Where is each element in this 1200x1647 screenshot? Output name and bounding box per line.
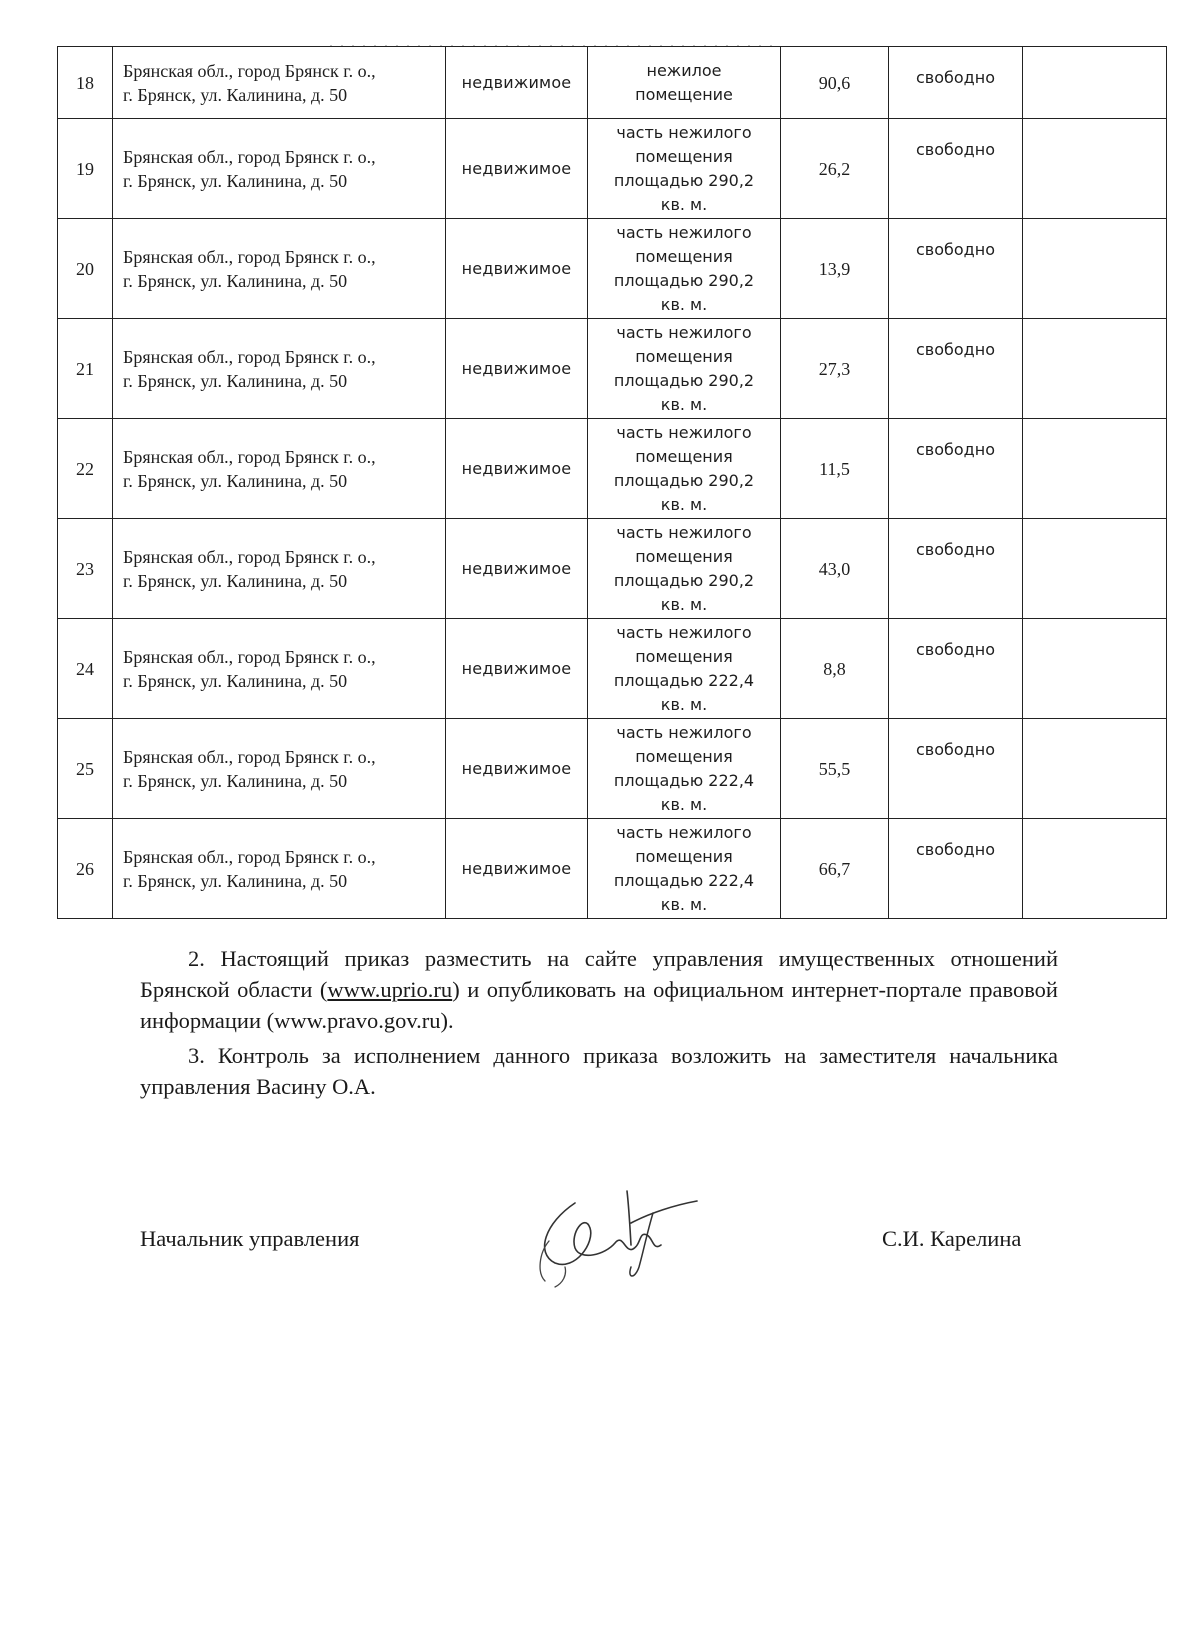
- status-cell: [889, 719, 1023, 819]
- property-description-line: кв. м.: [660, 694, 708, 714]
- table-row: [58, 719, 1167, 819]
- property-description-cell: [588, 819, 781, 919]
- status-value: свободно: [916, 440, 995, 459]
- address-cell: [113, 619, 446, 719]
- area-cell: [781, 519, 889, 619]
- row-number: 20: [76, 258, 94, 279]
- row-number-cell: [58, 319, 113, 419]
- property-description-cell: [588, 519, 781, 619]
- property-description-line: площадью 290,2: [613, 270, 755, 290]
- property-description-line: часть нежилого: [616, 222, 752, 242]
- property-description-line: помещения: [635, 346, 733, 366]
- property-description-line: кв. м.: [660, 594, 708, 614]
- row-number-cell: [58, 719, 113, 819]
- status-cell: [889, 119, 1023, 219]
- property-description-cell: [588, 319, 781, 419]
- property-description-cell: [588, 719, 781, 819]
- area-value: 90,6: [818, 72, 851, 93]
- address-line-2: г. Брянск, ул. Калинина, д. 50: [123, 870, 348, 891]
- table-row: [58, 519, 1167, 619]
- property-kind: недвижимое: [461, 458, 572, 478]
- property-description-line: кв. м.: [660, 394, 708, 414]
- property-description-line: помещения: [635, 846, 733, 866]
- address-line-2: г. Брянск, ул. Калинина, д. 50: [123, 270, 348, 291]
- property-description-line: помещения: [635, 146, 733, 166]
- property-kind-cell: [446, 619, 588, 719]
- property-kind: недвижимое: [461, 858, 572, 878]
- signatory-position: Начальник управления: [140, 1226, 360, 1251]
- row-number: 25: [76, 758, 94, 779]
- status-value: свободно: [916, 540, 995, 559]
- empty-cell: [1023, 519, 1167, 619]
- area-cell: [781, 619, 889, 719]
- address-line-1: Брянская обл., город Брянск г. о.,: [123, 646, 376, 667]
- property-kind-cell: [446, 219, 588, 319]
- address-line-2: г. Брянск, ул. Калинина, д. 50: [123, 370, 348, 391]
- paragraph-publication-text-end: ) и опубликовать на официальном интернет-портале правовой информации (www.pravo.gov.ru).: [140, 977, 1058, 1033]
- property-description-line: помещения: [635, 646, 733, 666]
- status-value: свободно: [916, 140, 995, 159]
- status-cell: [889, 47, 1023, 119]
- property-kind: недвижимое: [461, 558, 572, 578]
- area-cell: [781, 119, 889, 219]
- table-row: [58, 319, 1167, 419]
- property-description-cell: [588, 419, 781, 519]
- property-kind: недвижимое: [461, 72, 572, 92]
- area-cell: [781, 47, 889, 119]
- row-number-cell: [58, 519, 113, 619]
- area-value: 13,9: [818, 258, 851, 279]
- property-description-line: площадью 290,2: [613, 370, 755, 390]
- address-cell: [113, 719, 446, 819]
- property-kind-cell: [446, 419, 588, 519]
- address-line-2: г. Брянск, ул. Калинина, д. 50: [123, 770, 348, 791]
- area-value: 26,2: [818, 158, 851, 179]
- address-cell: [113, 819, 446, 919]
- empty-cell: [1023, 619, 1167, 719]
- status-value: свободно: [916, 340, 995, 359]
- paragraph-publication-text-start: 2. Настоящий приказ разместить на сайте управления имущественных отношений Брянской области (: [140, 946, 1058, 1002]
- row-number: 19: [76, 158, 94, 179]
- row-number-cell: [58, 219, 113, 319]
- table-row: [58, 619, 1167, 719]
- status-value: свободно: [916, 240, 995, 259]
- table-row: [58, 119, 1167, 219]
- property-description-line: площадью 222,4: [613, 770, 755, 790]
- address-cell: [113, 219, 446, 319]
- property-description-line: кв. м.: [660, 194, 708, 214]
- address-line-1: Брянская обл., город Брянск г. о.,: [123, 746, 376, 767]
- table-row: [58, 219, 1167, 319]
- property-description-line: часть нежилого: [616, 822, 752, 842]
- empty-cell: [1023, 319, 1167, 419]
- property-kind: недвижимое: [461, 358, 572, 378]
- property-kind: недвижимое: [461, 758, 572, 778]
- status-value: свободно: [916, 640, 995, 659]
- property-description-line: часть нежилого: [616, 622, 752, 642]
- property-description-line: кв. м.: [660, 294, 708, 314]
- paragraph-control-text: 3. Контроль за исполнением данного приказа возложить на заместителя начальника управления Васину О.А.: [140, 1043, 1058, 1099]
- address-line-1: Брянская обл., город Брянск г. о.,: [123, 246, 376, 267]
- property-description-line: часть нежилого: [616, 422, 752, 442]
- property-description-line: часть нежилого: [616, 522, 752, 542]
- row-number: 22: [76, 458, 94, 479]
- row-number: 23: [76, 558, 94, 579]
- signatory-name: С.И. Карелина: [882, 1226, 1022, 1251]
- address-line-2: г. Брянск, ул. Калинина, д. 50: [123, 170, 348, 191]
- address-line-2: г. Брянск, ул. Калинина, д. 50: [123, 570, 348, 591]
- property-table-body: [58, 47, 1167, 919]
- property-description-line: кв. м.: [660, 794, 708, 814]
- property-description-cell: [588, 119, 781, 219]
- uprio-link[interactable]: www.uprio.ru: [327, 977, 453, 1002]
- property-description-line: кв. м.: [660, 894, 708, 914]
- address-cell: [113, 47, 446, 119]
- area-cell: [781, 819, 889, 919]
- address-line-2: г. Брянск, ул. Калинина, д. 50: [123, 670, 348, 691]
- row-number-cell: [58, 819, 113, 919]
- property-description-line: часть нежилого: [616, 322, 752, 342]
- table-row: [58, 47, 1167, 119]
- property-description-line: часть нежилого: [616, 722, 752, 742]
- empty-cell: [1023, 719, 1167, 819]
- status-cell: [889, 219, 1023, 319]
- address-line-1: Брянская обл., город Брянск г. о.,: [123, 846, 376, 867]
- area-cell: [781, 719, 889, 819]
- property-kind-cell: [446, 119, 588, 219]
- row-number-cell: [58, 119, 113, 219]
- address-line-1: Брянская обл., город Брянск г. о.,: [123, 346, 376, 367]
- area-cell: [781, 319, 889, 419]
- address-line-2: г. Брянск, ул. Калинина, д. 50: [123, 84, 348, 105]
- status-cell: [889, 619, 1023, 719]
- handwritten-signature: [535, 1183, 705, 1293]
- row-number-cell: [58, 419, 113, 519]
- status-value: свободно: [916, 840, 995, 859]
- property-kind: недвижимое: [461, 158, 572, 178]
- status-value: свободно: [916, 740, 995, 759]
- row-number: 21: [76, 358, 94, 379]
- address-line-2: г. Брянск, ул. Калинина, д. 50: [123, 470, 348, 491]
- property-description-line: площадью 290,2: [613, 170, 755, 190]
- status-value: свободно: [916, 68, 995, 87]
- property-kind-cell: [446, 719, 588, 819]
- address-cell: [113, 119, 446, 219]
- area-value: 8,8: [823, 658, 846, 679]
- status-cell: [889, 319, 1023, 419]
- paragraph-control: [140, 1040, 1058, 1102]
- address-cell: [113, 319, 446, 419]
- property-kind: недвижимое: [461, 658, 572, 678]
- status-cell: [889, 819, 1023, 919]
- address-line-1: Брянская обл., город Брянск г. о.,: [123, 60, 376, 81]
- property-description-line: площадью 222,4: [613, 870, 755, 890]
- property-description-line: помещения: [635, 746, 733, 766]
- area-cell: [781, 419, 889, 519]
- area-value: 11,5: [819, 458, 850, 479]
- area-value: 27,3: [818, 358, 851, 379]
- property-kind-cell: [446, 319, 588, 419]
- property-description-line: помещения: [635, 446, 733, 466]
- property-description-cell: [588, 219, 781, 319]
- table-row: [58, 419, 1167, 519]
- row-number: 24: [76, 658, 94, 679]
- area-value: 55,5: [818, 758, 851, 779]
- area-value: 43,0: [818, 558, 851, 579]
- address-cell: [113, 419, 446, 519]
- property-kind: недвижимое: [461, 258, 572, 278]
- property-kind-cell: [446, 519, 588, 619]
- empty-cell: [1023, 419, 1167, 519]
- status-cell: [889, 519, 1023, 619]
- empty-cell: [1023, 47, 1167, 119]
- property-description-cell: [588, 619, 781, 719]
- property-description-line: помещения: [635, 246, 733, 266]
- empty-cell: [1023, 119, 1167, 219]
- property-description-line: площадью 290,2: [613, 570, 755, 590]
- empty-cell: [1023, 219, 1167, 319]
- property-description-line: часть нежилого: [616, 122, 752, 142]
- address-line-1: Брянская обл., город Брянск г. о.,: [123, 446, 376, 467]
- property-description-line: помещение: [635, 84, 733, 104]
- area-cell: [781, 219, 889, 319]
- property-description-line: площадью 222,4: [613, 670, 755, 690]
- address-line-1: Брянская обл., город Брянск г. о.,: [123, 146, 376, 167]
- property-kind-cell: [446, 47, 588, 119]
- area-value: 66,7: [818, 858, 851, 879]
- address-line-1: Брянская обл., город Брянск г. о.,: [123, 546, 376, 567]
- paragraph-publication: [140, 943, 1058, 1036]
- property-description-line: площадью 290,2: [613, 470, 755, 490]
- table-row: [58, 819, 1167, 919]
- row-number: 18: [76, 72, 94, 93]
- property-table: [57, 46, 1167, 919]
- address-cell: [113, 519, 446, 619]
- property-description-line: кв. м.: [660, 494, 708, 514]
- empty-cell: [1023, 819, 1167, 919]
- property-description-line: нежилое: [646, 60, 722, 80]
- status-cell: [889, 419, 1023, 519]
- property-kind-cell: [446, 819, 588, 919]
- row-number: 26: [76, 858, 94, 879]
- row-number-cell: [58, 47, 113, 119]
- property-description-cell: [588, 47, 781, 119]
- property-description-line: помещения: [635, 546, 733, 566]
- row-number-cell: [58, 619, 113, 719]
